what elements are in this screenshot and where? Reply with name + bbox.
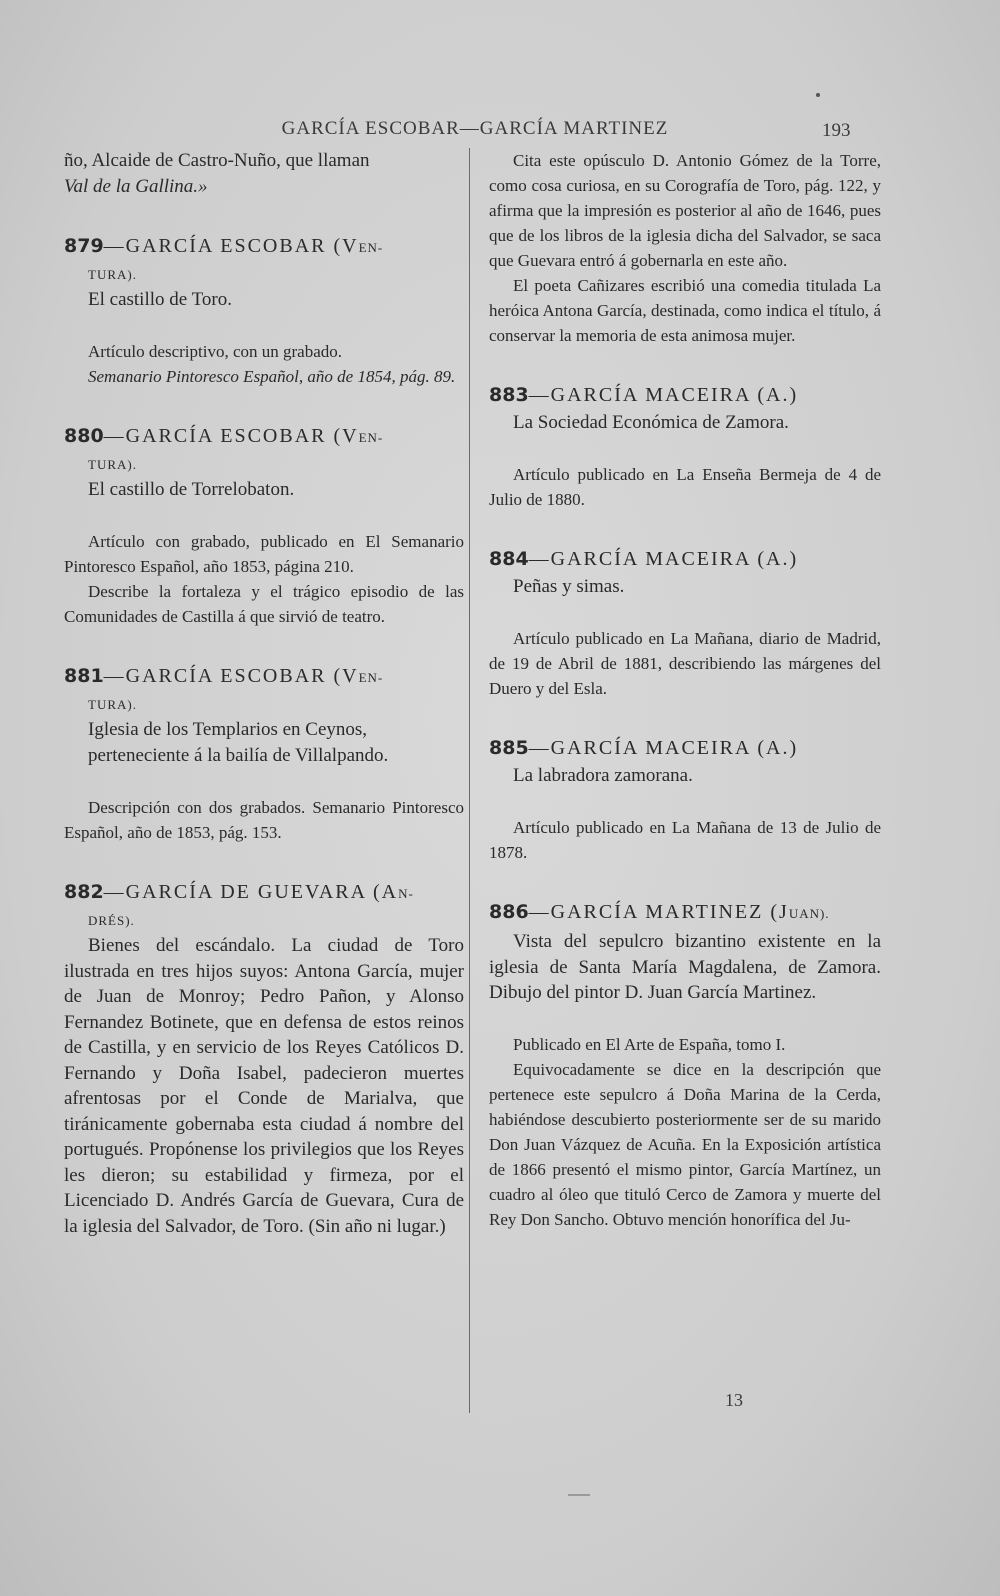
entry-author: —GARCÍA MARTINEZ (J [528, 901, 789, 923]
note-paragraph: Artículo publicado en La Mañana, diario de Madrid, de 19 de Abril de 1881, describiendo las márgenes del Duero y del Esla. [489, 629, 881, 698]
entry-883 [489, 380, 881, 512]
entry-886 [489, 897, 881, 1232]
entry-number: 880 [64, 425, 104, 447]
entry-heading [489, 544, 881, 574]
note-line: Semanario Pintoresco Español, año de 1854, pág. 89. [88, 367, 456, 386]
entry-title: Peñas y simas. [513, 576, 625, 597]
entry-title: Bienes del escándalo. La ciudad de Toro ilustrada en tres hijos suyos: Antona García, mujer de Juan de Monroy; Pedro Pañon, y Alonso Fernandez Botinete, que en defensa de estos reinos de Castilla, y en servicio de los Reyes Católicos D. Fernando y Doña Isabel, padecieron muertes afrentosas por el Conde de Marialva, que tiránicamente gobernaba esta ciudad á nombre del portugués. Propónense los privilegios que los Reyes les dieron; su estabilidad y firmeza, por el Licenciado D. Andrés García de Guevara, Cura de la iglesia del Salvador, de Toro. (Sin año ni lugar.) [64, 935, 464, 1237]
note-paragraph: Artículo publicado en La Enseña Bermeja de 4 de Julio de 1880. [489, 465, 881, 509]
entry-author: —GARCÍA ESCOBAR (V [103, 425, 359, 447]
entry-author-cont: DRÉS). [88, 913, 135, 928]
entry-title: La Sociedad Económica de Zamora. [513, 412, 789, 433]
entry-880 [64, 421, 464, 629]
entry-882 [64, 877, 464, 1239]
entry-title: El castillo de Toro. [88, 289, 232, 310]
entry-author: —GARCÍA ESCOBAR (V [103, 235, 359, 257]
entry-author: —GARCÍA MACEIRA (A.) [528, 384, 799, 406]
entry-title: Vista del sepulcro bizantino existente en la iglesia de Santa María Magdalena, de Zamora. Dibujo del pintor D. Juan García Martinez. [489, 931, 881, 1003]
entry-note [489, 462, 881, 512]
right-column [489, 148, 881, 1232]
entry-author-cont: TURA). [88, 697, 137, 712]
entry-heading [489, 897, 881, 929]
entry-author-small: UAN). [788, 906, 830, 921]
entry-note [489, 815, 881, 865]
entry-note [489, 626, 881, 701]
entry-number: 883 [489, 384, 529, 406]
note-paragraph: El poeta Cañizares escribió una comedia titulada La heróica Antona García, destinada, como indica el título, á conservar la memoria de esta animosa mujer. [489, 276, 881, 345]
entry-author: —GARCÍA ESCOBAR (V [103, 665, 359, 687]
entry-author: —GARCÍA DE GUEVARA (A [103, 881, 399, 903]
entry-author-small: EN- [358, 430, 384, 445]
entry-heading [489, 380, 881, 410]
entry-title: El castillo de Torrelobaton. [88, 479, 295, 500]
entry-heading [64, 421, 464, 453]
signature-mark: 13 [725, 1390, 743, 1410]
entry-author-small: N- [398, 886, 414, 901]
note-paragraph: Descripción con dos grabados. Semanario Pintoresco Español, año de 1853, pág. 153. [64, 798, 464, 842]
note-paragraph: Cita este opúsculo D. Antonio Gómez de la Torre, como cosa curiosa, en su Corografía de Toro, pág. 122, y afirma que la impresión es posterior al año de 1646, pues que de los libros de la iglesia dicha del Salvador, se saca que Guevara entró á gobernarla en este año. [489, 151, 881, 270]
page-number: 193 [822, 120, 851, 141]
note-line: Artículo descriptivo, con un grabado. [88, 342, 342, 361]
entry-note [64, 339, 464, 389]
entry-884 [489, 544, 881, 701]
entry-author-small: EN- [358, 670, 384, 685]
note-paragraph: Artículo publicado en La Mañana de 13 de Julio de 1878. [489, 818, 881, 862]
continued-text [64, 148, 464, 199]
entry-author: —GARCÍA MACEIRA (A.) [528, 548, 799, 570]
entry-heading [64, 661, 464, 693]
entry-number: 884 [489, 548, 529, 570]
ink-smudge [568, 1494, 590, 1496]
entry-number: 885 [489, 737, 529, 759]
text-line: Val de la Gallina.» [64, 175, 208, 197]
entry-881 [64, 661, 464, 845]
entry-note [64, 795, 464, 845]
entry-title: La labradora zamorana. [513, 765, 693, 786]
note-paragraph: Describe la fortaleza y el trágico episodio de las Comunidades de Castilla á que sirvió de teatro. [64, 582, 464, 626]
running-head: GARCÍA ESCOBAR—GARCÍA MARTINEZ [281, 118, 669, 139]
entry-author-small: EN- [358, 240, 384, 255]
text-line: ño, Alcaide de Castro-Nuño, que llaman [64, 150, 370, 171]
note-paragraph: Equivocadamente se dice en la descripción que pertenece este sepulcro á Doña Marina de la Cerda, habiéndose descubierto posteriormente ser de su marido Don Juan Vázquez de Acuña. En la Exposición artística de 1866 presentó el mismo pintor, García Martínez, un cuadro al óleo que tituló Cerco de Zamora y muerte del Rey Don Sancho. Obtuvo mención honorífica del Ju- [489, 1059, 881, 1229]
entry-number: 881 [64, 665, 104, 687]
entry-number: 882 [64, 881, 104, 903]
entry-title: Iglesia de los Templarios en Ceynos, perteneciente á la bailía de Villalpando. [88, 719, 389, 766]
entry-879 [64, 231, 464, 389]
entry-885 [489, 733, 881, 865]
entry-number: 886 [489, 901, 529, 923]
entry-number: 879 [64, 235, 104, 257]
note-paragraph: Artículo con grabado, publicado en El Semanario Pintoresco Español, año 1853, página 210. [64, 532, 464, 576]
entry-note [64, 529, 464, 629]
ink-speck [816, 93, 820, 97]
column-rule [469, 148, 470, 1413]
entry-heading [64, 231, 464, 263]
entry-author-cont: TURA). [88, 267, 137, 282]
entry-author-cont: TURA). [88, 457, 137, 472]
entry-heading [64, 877, 464, 909]
entry-note [489, 1032, 881, 1232]
note-paragraph: Publicado en El Arte de España, tomo I. [513, 1034, 786, 1054]
continued-note [489, 148, 881, 348]
left-column [64, 148, 464, 1239]
entry-heading [489, 733, 881, 763]
entry-author: —GARCÍA MACEIRA (A.) [528, 737, 799, 759]
